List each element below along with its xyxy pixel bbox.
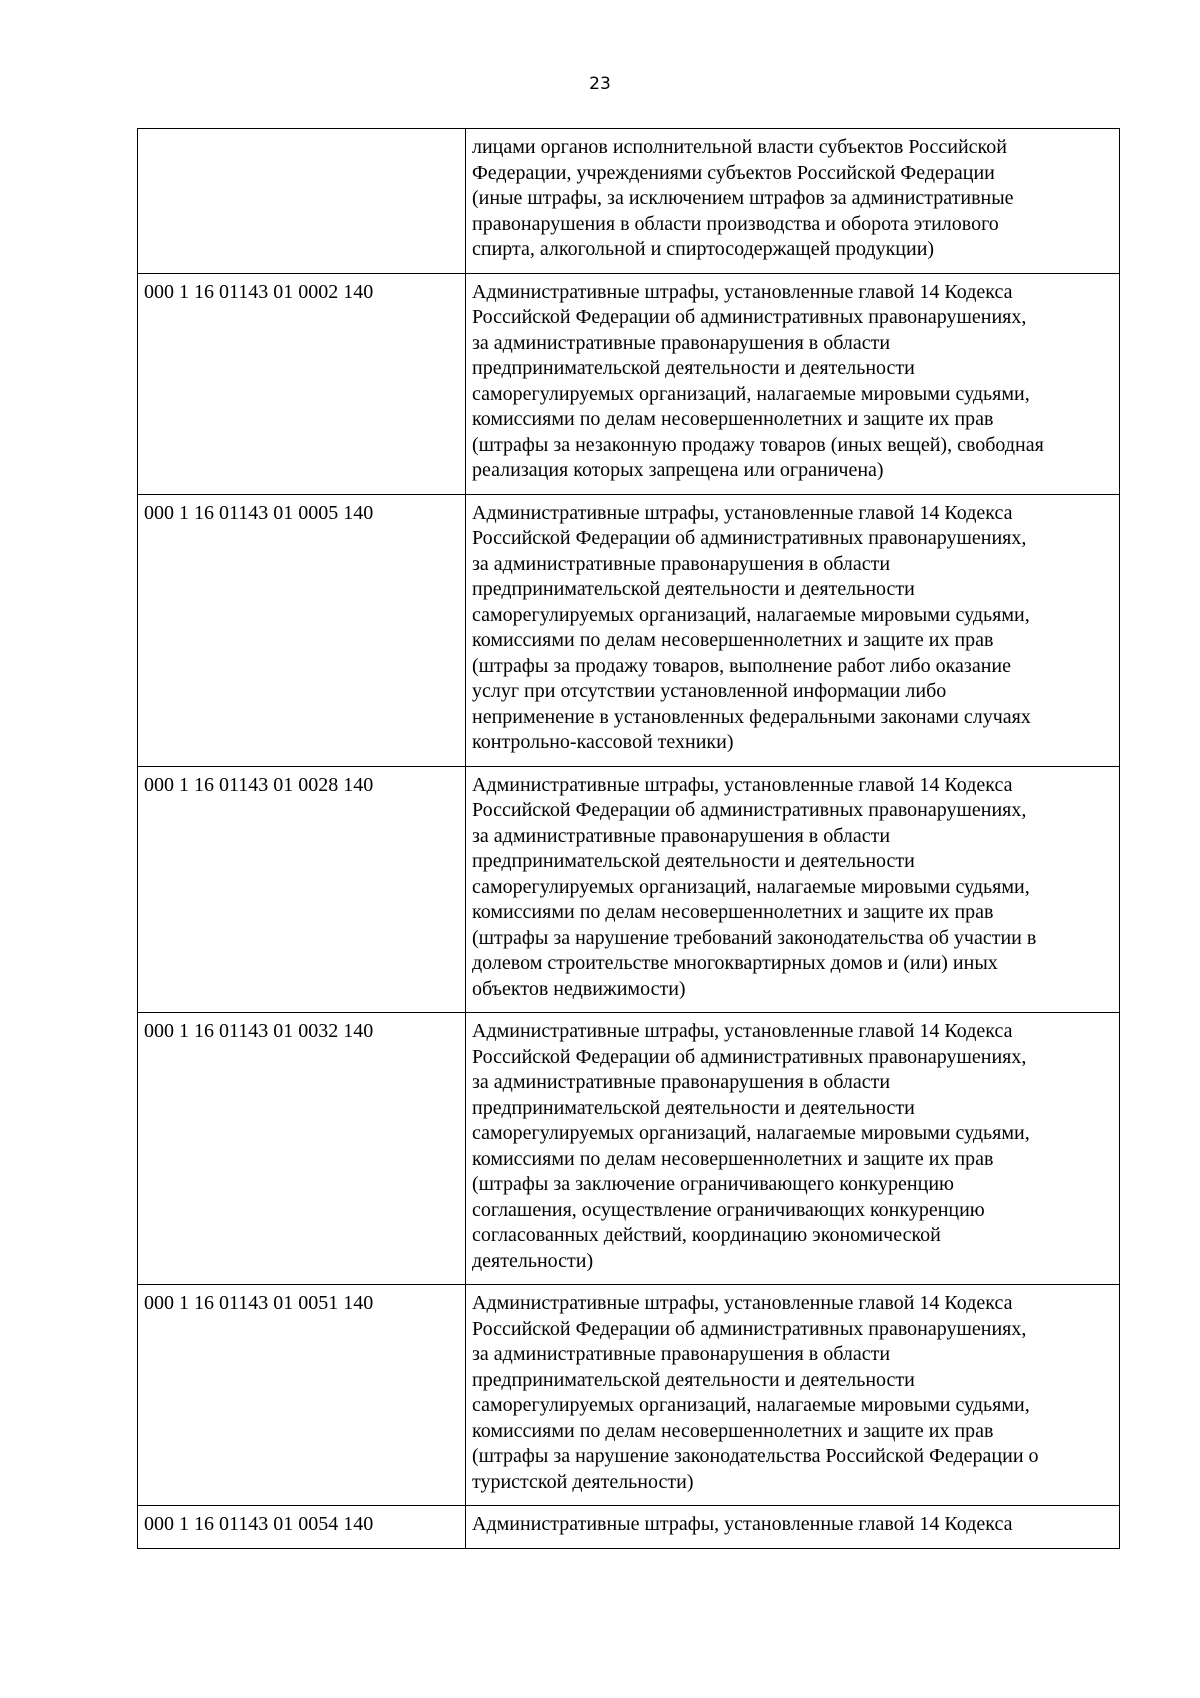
code-cell: 000 1 16 01143 01 0028 140 bbox=[138, 766, 466, 1013]
description-cell: Административные штрафы, установленные главой 14 Кодекса Российской Федерации об административных правонарушениях, за административные правонарушения в области предпринимательской деятельности и деятельности саморегулируемых организаций, налагаемые мировыми судьями, комиссиями по делам несовершеннолетних и защите их прав (штрафы за нарушение требований законодательства об участии в долевом строительстве многоквартирных домов и (или) иных объектов недвижимости) bbox=[466, 766, 1120, 1013]
table-row bbox=[138, 1013, 1120, 1285]
table-row bbox=[138, 273, 1120, 494]
description-cell: Административные штрафы, установленные главой 14 Кодекса Российской Федерации об административных правонарушениях, за административные правонарушения в области предпринимательской деятельности и деятельности саморегулируемых организаций, налагаемые мировыми судьями, комиссиями по делам несовершеннолетних и защите их прав (штрафы за заключение ограничивающего конкуренцию соглашения, осуществление ограничивающих конкуренцию согласованных действий, координацию экономической деятельности) bbox=[466, 1013, 1120, 1285]
code-cell bbox=[138, 129, 466, 274]
code-cell: 000 1 16 01143 01 0002 140 bbox=[138, 273, 466, 494]
budget-classification-table bbox=[137, 128, 1120, 1549]
description-cell: Административные штрафы, установленные главой 14 Кодекса Российской Федерации об административных правонарушениях, за административные правонарушения в области предпринимательской деятельности и деятельности саморегулируемых организаций, налагаемые мировыми судьями, комиссиями по делам несовершеннолетних и защите их прав (штрафы за нарушение законодательства Российской Федерации о туристской деятельности) bbox=[466, 1285, 1120, 1506]
code-cell: 000 1 16 01143 01 0005 140 bbox=[138, 494, 466, 766]
code-cell: 000 1 16 01143 01 0051 140 bbox=[138, 1285, 466, 1506]
table-row bbox=[138, 1506, 1120, 1549]
page-number: 23 bbox=[589, 74, 611, 94]
table-row bbox=[138, 494, 1120, 766]
description-cell: лицами органов исполнительной власти субъектов Российской Федерации, учреждениями субъектов Российской Федерации (иные штрафы, за исключением штрафов за административные правонарушения в области производства и оборота этилового спирта, алкогольной и спиртосодержащей продукции) bbox=[466, 129, 1120, 274]
description-cell: Административные штрафы, установленные главой 14 Кодекса bbox=[466, 1506, 1120, 1549]
description-cell: Административные штрафы, установленные главой 14 Кодекса Российской Федерации об административных правонарушениях, за административные правонарушения в области предпринимательской деятельности и деятельности саморегулируемых организаций, налагаемые мировыми судьями, комиссиями по делам несовершеннолетних и защите их прав (штрафы за продажу товаров, выполнение работ либо оказание услуг при отсутствии установленной информации либо неприменение в установленных федеральными законами случаях контрольно-кассовой техники) bbox=[466, 494, 1120, 766]
table-row bbox=[138, 129, 1120, 274]
table-row bbox=[138, 1285, 1120, 1506]
code-cell: 000 1 16 01143 01 0032 140 bbox=[138, 1013, 466, 1285]
code-cell: 000 1 16 01143 01 0054 140 bbox=[138, 1506, 466, 1549]
description-cell: Административные штрафы, установленные главой 14 Кодекса Российской Федерации об административных правонарушениях, за административные правонарушения в области предпринимательской деятельности и деятельности саморегулируемых организаций, налагаемые мировыми судьями, комиссиями по делам несовершеннолетних и защите их прав (штрафы за незаконную продажу товаров (иных вещей), свободная реализация которых запрещена или ограничена) bbox=[466, 273, 1120, 494]
table-row bbox=[138, 766, 1120, 1013]
